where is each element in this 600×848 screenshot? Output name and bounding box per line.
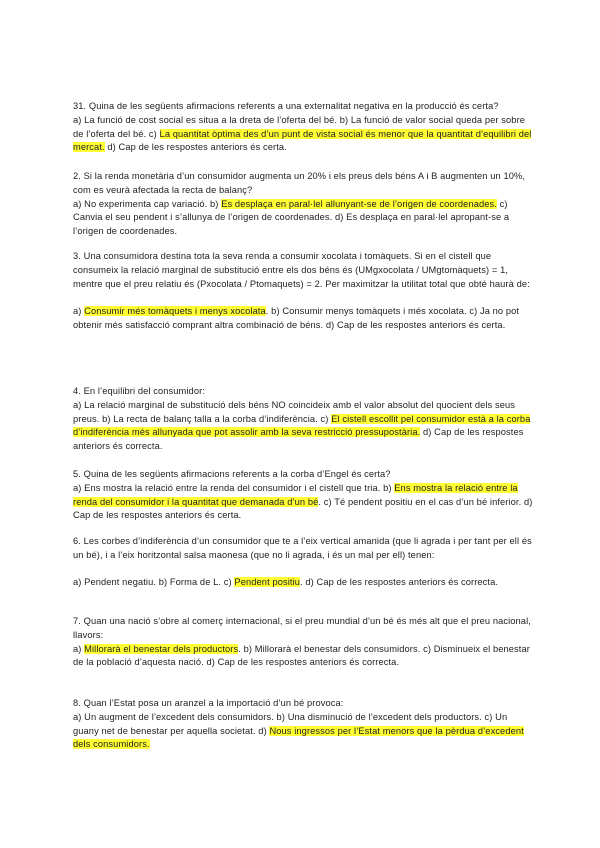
options-after: c) Canvia el seu pendent i s’allunya de l’origen de coordenades. d) Es desplaça en paral·lel apropant-se a l’origen de coordenades. [73, 198, 510, 237]
question-options [73, 198, 533, 239]
question-options [73, 711, 533, 752]
options-before: a) La relació marginal de substitució dels béns NO coincideix amb el valor absolut del quocient dels seus preus. b) La recta de balanç talla a la corba d’indiferència. c) [73, 399, 516, 424]
question-3 [73, 250, 533, 333]
question-options [73, 399, 533, 454]
highlighted-answer: Pendent positiu [234, 577, 301, 588]
options-before: a) La funció de cost social es situa a la dreta de l’oferta del bé. b) La funció de valor social queda per sobre de l’oferta del bé. c) [73, 114, 526, 139]
highlighted-answer: Ens mostra la relació entre la renda del consumidor i la quantitat que demanada d’un bé [73, 482, 518, 507]
options-before: a) Un augment de l’excedent dels consumidors. b) Una disminució de l’excedent dels productors. c) Un guany net de benestar per aquella societat. d) [73, 711, 508, 736]
options-before: a) No experimenta cap variació. b) [73, 198, 222, 209]
question-options [73, 643, 533, 671]
question-31 [73, 100, 533, 155]
question-4 [73, 385, 533, 454]
options-before: a) Pendent negatiu. b) Forma de L. c) [73, 577, 235, 588]
options-after: . b) Consumir menys tomàquets i més xocolata. c) Ja no pot obtenir més satisfacció comprant altra combinació de béns. d) Cap de les respostes anteriors és certa. [73, 306, 520, 330]
highlighted-answer: Millorarà el benestar dels productors [84, 643, 239, 654]
blank-line [73, 291, 533, 305]
options-after: . d) Cap de les respostes anteriors és correcta. [300, 577, 499, 588]
question-5 [73, 468, 533, 523]
question-stem: 8. Quan l’Estat posa un aranzel a la importació d’un bé provoca: [73, 698, 344, 708]
question-8 [73, 697, 533, 752]
blank-line [73, 563, 533, 577]
question-stem: 31. Quina de les següents afirmacions referents a una externalitat negativa en la producció és certa? [73, 101, 499, 111]
question-6 [73, 535, 533, 590]
question-2 [73, 170, 533, 239]
options-after: d) Cap de les respostes anteriors és correcta. [73, 427, 524, 452]
options-after: . b) Millorarà el benestar dels consumidors. c) Disminueix el benestar de la població d’aquesta nació. d) Cap de les respostes anteriors és correcta. [73, 643, 530, 668]
options-before: a) Ens mostra la relació entre la renda del consumidor i el cistell que tria. b) [73, 482, 395, 493]
question-options [73, 482, 533, 523]
question-options [73, 114, 533, 155]
highlighted-answer: Es desplaça en paral·lel allunyant-se de l’origen de coordenades. [221, 198, 497, 209]
options-before: a) [73, 643, 85, 654]
options-after: . c) Té pendent positiu en el cas d’un bé inferior. d) Cap de les respostes anteriors és certa. [73, 496, 533, 521]
question-stem: 5. Quina de les següents afirmacions referents a la corba d’Engel és certa? [73, 469, 391, 479]
question-7 [73, 615, 533, 670]
question-stem: 7. Quan una nació s’obre al comerç internacional, si el preu mundial d’un bé és més alt que el preu nacional, llavors: [73, 616, 531, 640]
question-options [73, 305, 533, 333]
options-before: a) [73, 306, 85, 317]
highlighted-answer: El cistell escollit pel consumidor està a la corba d’indiferència més allunyada que pot assolir amb la seva restricció pressupostària. [73, 413, 531, 438]
highlighted-answer: Nous ingressos per l’Estat menors que la pèrdua d’excedent dels consumidors. [73, 725, 524, 750]
highlighted-answer: Consumir més tomàquets i menys xocolata [84, 306, 266, 317]
options-after: d) Cap de les respostes anteriors és certa. [104, 142, 287, 153]
question-options [73, 576, 533, 590]
question-stem: 2. Si la renda monetària d’un consumidor augmenta un 20% i els preus dels béns A i B augmenten un 10%, com es veurà afectada la recta de balanç? [73, 171, 526, 195]
question-stem: 6. Les corbes d’indiferència d’un consumidor que te a l’eix vertical amanida (que li agrada i per tant per ell és un bé), i a l’eix horitzontal salsa maonesa (que no li agrada, i és un mal per ell) tenen: [73, 536, 532, 560]
question-stem: 4. En l’equilibri del consumidor: [73, 386, 205, 396]
question-stem: 3. Una consumidora destina tota la seva renda a consumir xocolata i tomàquets. Si en el cistell que consumeix la relació marginal de substitució entre els dos béns és (UMgxocolata / UMgtomàquets) = 1, mentre que el preu relatiu és (Pxocolata / Ptomaquets) = 2. Per maximitzar la utilitat total que obté haurà de: [73, 251, 530, 289]
highlighted-answer: La quantitat òptima des d’un punt de vista social és menor que la quantitat d’equilibri del mercat. [73, 128, 532, 153]
